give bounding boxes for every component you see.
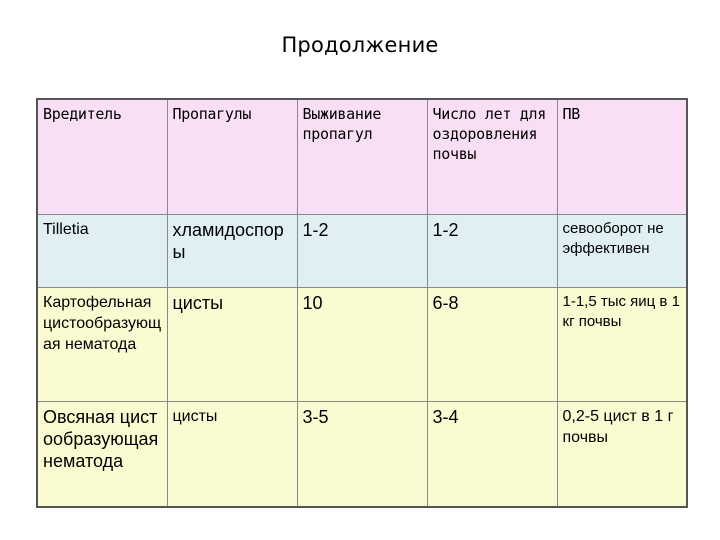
cell-survival: 3-5 bbox=[297, 402, 427, 508]
cell-propagules: цисты bbox=[167, 402, 297, 508]
cell-recovery-years: 1-2 bbox=[427, 215, 557, 288]
cell-survival: 10 bbox=[297, 288, 427, 402]
cell-recovery-years: 3-4 bbox=[427, 402, 557, 508]
header-cell-propagules: Пропагулы bbox=[167, 99, 297, 215]
cell-recovery-years: 6-8 bbox=[427, 288, 557, 402]
cell-pest: Tilletia bbox=[37, 215, 167, 288]
table-row bbox=[37, 402, 687, 508]
header-cell-pv: ПВ bbox=[557, 99, 687, 215]
cell-pest: Картофельная цистообразующая нематода bbox=[37, 288, 167, 402]
cell-survival: 1-2 bbox=[297, 215, 427, 288]
table-row bbox=[37, 215, 687, 288]
header-cell-survival: Выживание пропагул bbox=[297, 99, 427, 215]
cell-pest: Овсяная цистообразующая нематода bbox=[37, 402, 167, 508]
cell-pv: 0,2-5 цист в 1 г почвы bbox=[557, 402, 687, 508]
pest-table bbox=[36, 98, 688, 508]
table-header-row bbox=[37, 99, 687, 215]
cell-pv: 1-1,5 тыс яиц в 1 кг почвы bbox=[557, 288, 687, 402]
table-row bbox=[37, 288, 687, 402]
cell-pv: севооборот не эффективен bbox=[557, 215, 687, 288]
cell-propagules: цисты bbox=[167, 288, 297, 402]
header-cell-pest: Вредитель bbox=[37, 99, 167, 215]
page-title: Продолжение bbox=[281, 33, 439, 57]
header-cell-recovery-years: Число лет для оздоровления почвы bbox=[427, 99, 557, 215]
cell-propagules: хламидоспоры bbox=[167, 215, 297, 288]
